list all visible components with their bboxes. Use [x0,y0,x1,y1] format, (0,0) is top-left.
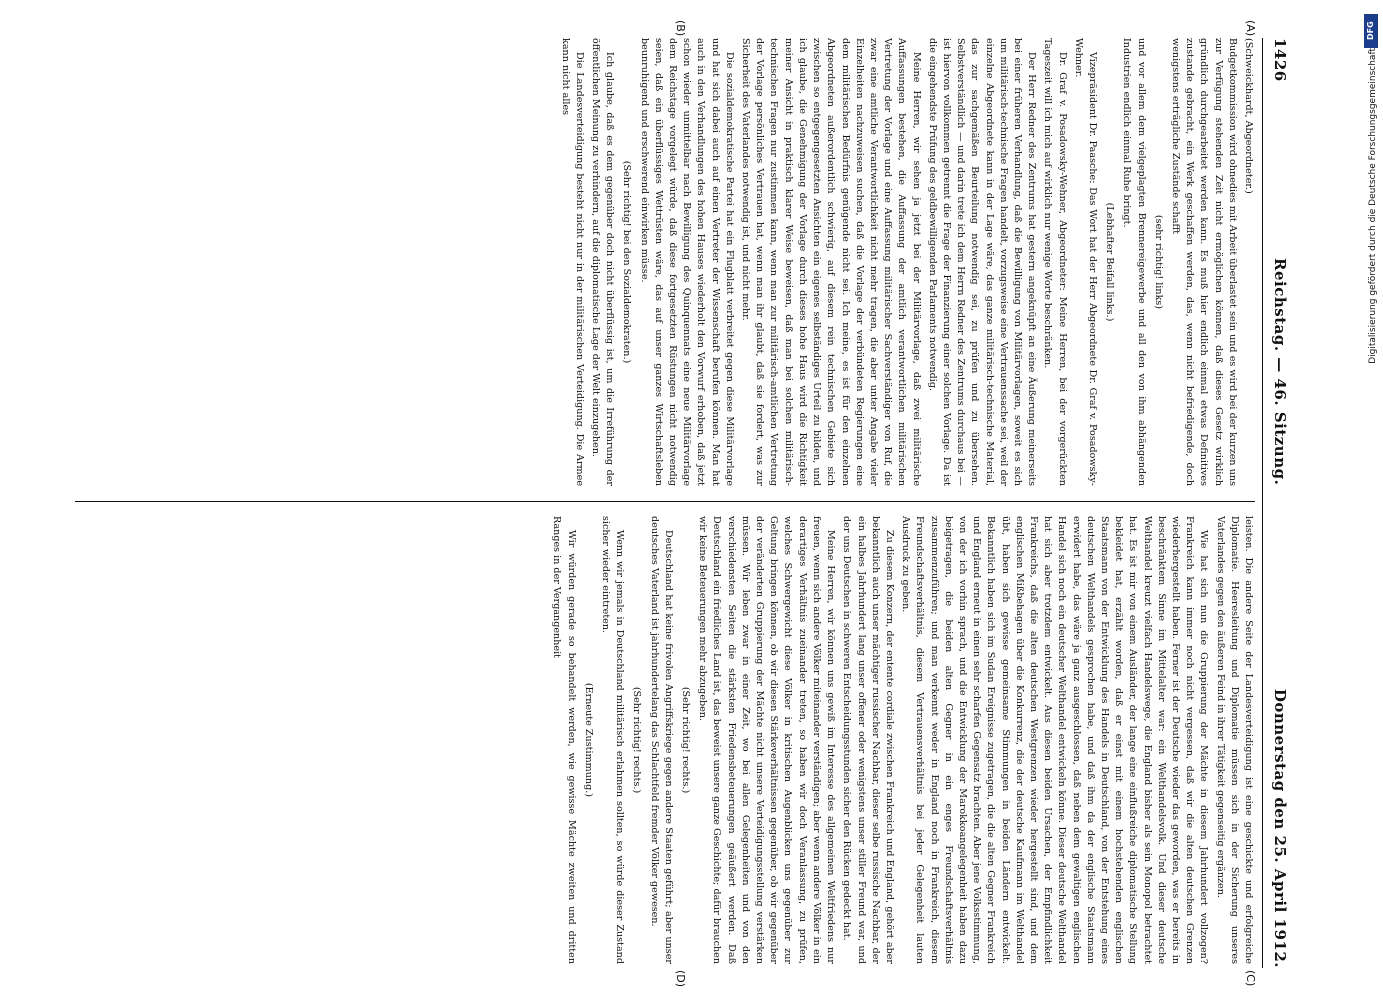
header-date: Donnerstag den 25. April 1912. [1271,688,1289,968]
funding-watermark [1364,8,1380,992]
interjection: (Sehr richtig! rechts.) [631,686,643,794]
speaker-reference: (Schweickhardt, Abgeordneter.) [1243,38,1254,194]
paragraph: Die sozialdemokratische Partei hat ein Flugblatt verbreitet gegen diese Militärvorlage und hat sich dabei auch auf einen Vertreter der Wissenschaft berufen können. Man hat auch in den Verhandlungen des hohen Hauses wiederholt den Vorwurf erhoben, daß jetzt schon wieder unmittelbar nach Bewilligung des Quinquennats eine neue Militärvorlage dem Reichstage vorgelegt würde, daß diese fortgesetzten Rüstungen nicht notwendig seien, daß ein überflüssiges Wettrüsten wäre, das auf unser ganzes Wirtschaftsleben beunruhigend und erschwerend einwirken müsse. [638,38,735,486]
interjection: (Sehr richtig! rechts.) [680,686,692,794]
margin-marker-d: (D) [674,970,687,988]
watermark-text: Digitalisierung gefördert durch die Deutsche Forschungsgemeinschaft [1368,48,1378,364]
interjection: (sehr richtig! links) [1152,214,1164,310]
rotated-page-content [47,20,1289,988]
paragraph: Wenn wir jemals in Deutschland militärisch erlahmen sollten, so würde dieser Zustand sicher wieder eintreten. [600,516,626,964]
paragraph: leisten. Die andere Seite der Landesverteidigung ist eine geschickte und erfolgreiche Diplomatie. Heeresleitung und Diplomatie müssen sich in der Sicherung unseres Vaterlandes gegen den äußeren Feind in ihrer Tätigkeit gegenseitig ergänzen. [1214,516,1254,964]
interjection: (Sehr richtig! bei den Sozialdemokraten.) [621,160,633,364]
paragraph: und vor allem dem vielgeplagten Brennereigewerbe und all den von ihm abhängenden Industrien endlich einmal Ruhe bringt. [1121,38,1147,486]
column-divider [75,501,1255,502]
page-number: 1426 [1271,38,1289,82]
right-column [75,516,1255,964]
paragraph: Dr. Graf v. Posadowsky-Wehner, Abgeordneter: Meine Herren, bei der vorgerückten Tageszeit will ich mich auf wirklich nur wenige Worte beschränken. [1042,38,1068,486]
margin-marker-a: (A) [1244,20,1257,37]
interjection: (Lebhafter Beifall links.) [1104,202,1116,322]
left-column [75,38,1255,486]
paragraph: Budgetkommission wird ohnedies mit Arbeit überlastet sein und es wird bei der kurzen uns zur Verfügung stehenden Zeit nicht ermöglichen können, daß dieses Gesetz wirklich gründlich durchgearbeitet werden kann. Es muß hier endlich einmal etwas Definitives zustande gebracht, ein Werk geschaffen werden, das, wenn nicht befriedigende, doch wenigstens erträgliche Zustände schafft [1169,38,1238,486]
margin-marker-b: (B) [674,20,687,37]
paragraph: Der Herr Redner des Zentrums hat gestern angeknüpft an eine Äußerung meinerseits bei einer früheren Verhandlung, daß die Bewilligung von Militärvorlagen, soweit es sich um militärisch-technische Fragen handelt, vorzugsweise eine Vertrauenssache sei, weil der einzelne Abgeordnete kann in der Lage wäre, das ganze militärisch-technische Material, das zur sachgemäßen Beurteilung notwendig sei, zu prüfen und zu übersehen. Selbstverständlich — und darin trete ich dem Herrn Redner des Zentrums durchaus bei — ist hiervon vollkommen getrennt die Frage der Finanzierung einer solchen Vorlage. Da ist die eingehendste Prüfung des geldbewilligenden Parlaments notwendig. [926,38,1038,486]
paragraph: Wie hat sich nun die Gruppierung der Mächte in diesem Jahrhundert vollzogen? Frankreich kann immer noch nicht vergessen, daß wir die alten deutschen Grenzen wiederhergestellt haben. Ferner ist der Deutsche wieder das geworden, was er bereits in beschränktem Sinne im Mittelalter war: ein Welthandelsvolk. Und dieser deutsche Welthandel kreuzt vielfach Handelswege, die England bisher als sein Monopol betrachtet hat. Es ist mir von einem Ausländer, der lange eine einflußreiche diplomatische Stellung bekleidet hat, erzählt worden, daß er einst mit einem hochstehenden englischen Staatsmann von der Entwicklung des Handels in Deutschland, von der Entstehung eines deutschen Welthandels gesprochen habe, und daß ihm da der englische Staatsmann erwidert habe, das wäre ja ganz ausgeschlossen, daß neben dem gewaltigen englischen Handel sich noch ein deutscher Welthandel entwickeln könne. Dieser deutsche Welthandel hat sich aber trotzdem entwickelt. Aus diesen beiden Ursachen, der Empfindlichkeit Frankreichs, daß die alten deutschen Westgrenzen wieder hergestellt sind, und dem englischen Mißbehagen über die Konkurrenz, die der deutsche Kaufmann im Welthandel übt, haben sich gewisse gemeinsame Stimmungen in beiden Ländern entwickelt. Bekanntlich haben sich im Sudan Ereignisse zugetragen, die die alten Gegner Frankreich und England erneut in einen sehr scharfen Gegensatz brachten. Aber jene Volksstimmung, von der ich vorhin sprach, und die Entwicklung der Marokkoangelegenheit haben dazu beigetragen, die beiden alten Gegner in ein enges Freundschaftsverhältnis zusammenzuführen; und man verkennt weder in England noch in Frankreich, diesem Freundschaftsverhältnis, diesem Vertrauensverhältnis bei jeder Gelegenheit lauten Ausdruck zu geben. [900,516,1210,964]
header-rule [1262,38,1263,968]
header-title: Reichstag. — 46. Sitzung. [1271,258,1289,486]
paragraph: Deutschland hat keine frivolen Angriffskriege gegen andere Staaten geführt; aber unser deutsches Vaterland ist jahrhundertelang das Schlachtfeld fremder Völker gewesen. [648,516,674,964]
paragraph: Meine Herren, wir können uns gewiß im Interesse des allgemeinen Weltfriedens nur freuen, wenn sich andere Völker miteinander verständigen; aber wenn andere Völker in ein derartiges Verhältnis zueinander treten, so haben wir doch Veranlassung, zu prüfen, welches Schwergewicht diese Völker in kritischen Augenblicken uns gegenüber zur Geltung bringen können, ob wir diesen Stärkeverhältnissen gegenüber, ob wir gegenüber der veränderten Gruppierung der Mächte nicht unsere Verteidigungsstellung verstärken müssen. Wir leben zwar in einer Zeit, wo bei allen Gelegenheiten und von den verschiedensten Seiten die stärksten Friedensbeteuerungen geäußert werden. Daß Deutschland ein friedliches Land ist, das beweist unsere ganze Geschichte; dafür brauchen wir keine Beteuerungen mehr abzugeben. [697,516,837,964]
paragraph: Meine Herren, wir sehen ja jetzt bei der Militärvorlage, daß zwei militärische Auffassungen bestehen, die Auffassung der amtlich verantwortlichen militärischen Vertretung der Vorlage und eine Auffassung militärischer Sachverständiger von Ruf, die zwar eine amtliche Verantwortlichkeit nicht mehr tragen, die aber unter Angabe vieler Einzelheiten nachzuweisen suchen, daß die Vorlage der verbündeten Regierungen eine dem militärischen Bedürfnis genügende nicht sei. Ich meine, es ist für den einzelnen Abgeordneten außerordentlich schwierig, auf diesem rein technischen Gebiete sich zwischen so entgegengesetzten Ansichten ein eigenes selbständiges Urteil zu bilden, und ich glaube, die Genehmigung der Vorlage durch dieses hohe Haus wird die Richtigkeit meiner Ansicht in praktisch klarer Weise beweisen, daß man bei solchen militärisch-technischen Fragen nur zustimmen kann, wenn man zur militärisch-amtlichen Vertretung der Vorlage persönliches Vertrauen hat, wenn man ihr glaubt, daß sie fordert, was zur Sicherheit des Vaterlandes notwendig ist, und nicht mehr. [740,38,922,486]
paragraph: Vizepräsident Dr. Paasche: Das Wort hat der Herr Abgeordnete Dr. Graf v. Posadowsky-Wehner. [1072,38,1098,486]
interjection: (Erneute Zustimmung.) [582,682,594,798]
paragraph: Die Landesverteidigung besteht nicht nur in der militärischen Verteidigung. Die Armee kann nicht alles [559,38,585,486]
margin-marker-c: (C) [1244,970,1257,987]
paragraph: Ich glaube, daß es dem gegenüber doch nicht überflüssig ist, um die Irreführung der öffentlichen Meinung zu verhindern, auf die diplomatische Lage der Welt einzugehen. [590,38,616,486]
paragraph: Zu diesem Konzern, der entente cordiale zwischen Frankreich und England, gehört aber bekanntlich auch unser mächtiger russischer Nachbar, dieser selbe russische Nachbar, der ein halbes Jahrhundert lang unser offener oder wenigstens unser stiller Freund war, und der uns Deutschen in schweren Entscheidungsstunden sicher den Rücken gedeckt hat. [841,516,895,964]
paragraph: Wir würden gerade so behandelt werden, wie gewisse Mächte zweiten und dritten Ranges in der Vergangenheit [551,516,577,964]
dfg-logo: DFG [1364,14,1378,48]
running-header [1265,38,1287,968]
